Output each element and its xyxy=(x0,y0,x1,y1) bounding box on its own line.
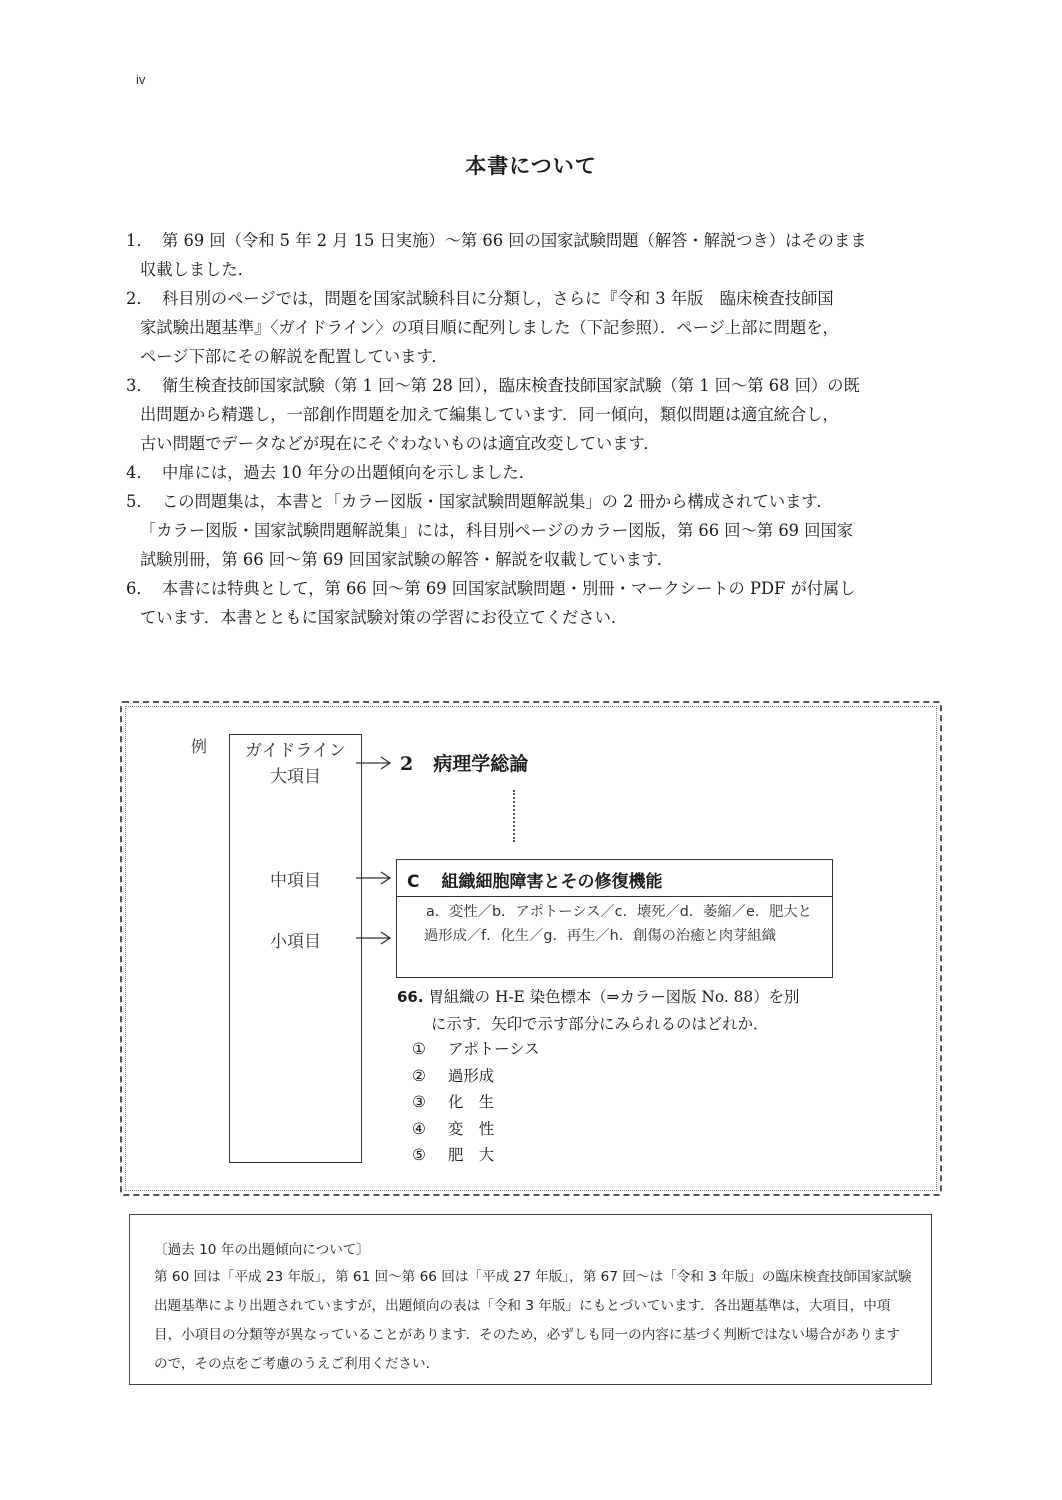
list-item xyxy=(126,458,946,487)
item-number: 5． xyxy=(126,492,153,511)
option-item xyxy=(412,1142,540,1169)
arrow-right-icon xyxy=(356,755,394,771)
item-text: 中扉には，過去 10 年分の出題傾向を示しました． xyxy=(162,463,535,482)
option-text: 肥 大 xyxy=(448,1146,495,1164)
arrow-right-icon xyxy=(356,930,394,946)
item-text: 衛生検査技師国家試験（第 1 回〜第 28 回），臨床検査技師国家試験（第 1 回〜第 68 回）の既 出問題から精選し，一部創作問題を加えて編集しています．同一傾向，類似問題は適宜統合し， 古い問題でデータなどが現在にそぐわないものは適宜改変しています． xyxy=(140,376,860,453)
arrow-right-icon xyxy=(356,870,394,886)
major-heading xyxy=(400,749,528,776)
option-text: 過形成 xyxy=(448,1066,495,1085)
item-number: 4． xyxy=(126,463,153,482)
option-item xyxy=(412,1036,540,1063)
item-text: この問題集は，本書と「カラー図版・国家試験問題解説集」の 2 冊から構成されています． 「カラー図版・国家試験問題解説集」には，科目別ページのカラー図版，第 66 回〜第 69 回国家 試験別冊，第 66 回〜第 69 回国家試験の解答・解説を収載しています． xyxy=(140,492,854,569)
list-item xyxy=(126,487,946,574)
page-title: 本書について xyxy=(465,154,597,178)
question-stem: 胃組織の H-E 染色標本（⇒カラー図版 No. 88）を別 xyxy=(428,988,800,1006)
guideline-title: ガイドライン xyxy=(245,741,346,761)
option-number: ① xyxy=(412,1040,426,1058)
minor-item-label: 小項目 xyxy=(270,932,321,952)
question-number: 66. xyxy=(397,988,424,1006)
option-text: 変 性 xyxy=(448,1119,495,1138)
mid-code: C xyxy=(407,872,420,892)
item-number: 6． xyxy=(126,579,153,598)
item-number: 1． xyxy=(126,231,153,250)
answer-options xyxy=(412,1036,540,1169)
option-number: ④ xyxy=(412,1119,426,1138)
option-number: ③ xyxy=(412,1093,426,1111)
vertical-ellipsis xyxy=(513,790,518,842)
list-item xyxy=(126,371,946,458)
item-number: 3． xyxy=(126,376,153,395)
trend-note-heading: 〔過去 10 年の出題傾向について〕 xyxy=(154,1242,370,1258)
list-item xyxy=(126,226,946,284)
major-number: 2 xyxy=(400,753,414,775)
item-text: 第 69 回（令和 5 年 2 月 15 日実施）〜第 66 回の国家試験問題（解答・解説つき）はそのまま 収載しました． xyxy=(140,231,867,279)
notes-list xyxy=(126,226,946,632)
item-text: 科目別のページでは，問題を国家試験科目に分類し，さらに『令和 3 年版 臨床検査技師国 家試験出題基準』〈ガイドライン〉の項目順に配列しました（下記参照）．ページ上部に問題を， ページ下部にその解説を配置しています． xyxy=(140,289,839,366)
major-item-label: 大項目 xyxy=(270,767,321,787)
mid-item-label: 中項目 xyxy=(270,871,321,891)
option-number: ② xyxy=(412,1066,426,1085)
mid-title: 組織細胞障害とその修復機能 xyxy=(441,872,663,892)
option-number: ⑤ xyxy=(412,1146,426,1164)
option-item xyxy=(412,1089,540,1116)
page-number: iv xyxy=(136,72,146,87)
option-text: アポトーシス xyxy=(448,1040,540,1058)
item-number: 2． xyxy=(126,289,153,308)
mid-heading-box xyxy=(396,859,833,897)
sample-question xyxy=(397,984,837,1038)
question-stem-continued: に示す．矢印で示す部分にみられるのはどれか． xyxy=(431,1015,769,1033)
option-item xyxy=(412,1063,540,1090)
major-title: 病理学総論 xyxy=(433,753,529,775)
list-item xyxy=(126,574,946,632)
option-item xyxy=(412,1116,540,1143)
trend-note-body: 第 60 回は「平成 23 年版」，第 61 回〜第 66 回は「平成 27 年版」，第 67 回〜は「令和 3 年版」の臨床検査技師国家試験出題基準により出題されていますが，出題傾向の表は「令和 3 年版」にもとづいています．各出題基準は，大項目，中項目，小項目の分類等が異なっていることがあります．そのため，必ずしも同一の内容に基づく判断ではない場合がありますので，その点をご考慮のうえご利用ください． xyxy=(154,1269,912,1372)
example-label: 例 xyxy=(191,737,208,756)
item-text: 本書には特典として，第 66 回〜第 69 回国家試験問題・別冊・マークシートの PDF が付属し ています．本書とともに国家試験対策の学習にお役立てください． xyxy=(140,579,856,627)
list-item xyxy=(126,284,946,371)
trend-note-box xyxy=(129,1214,932,1385)
option-text: 化 生 xyxy=(448,1093,495,1111)
minor-items-box: a．変性／b．アポトーシス／c．壊死／d．萎縮／e．肥大と過形成／f．化生／g．再生／h．創傷の治癒と肉芽組織 xyxy=(396,896,833,978)
